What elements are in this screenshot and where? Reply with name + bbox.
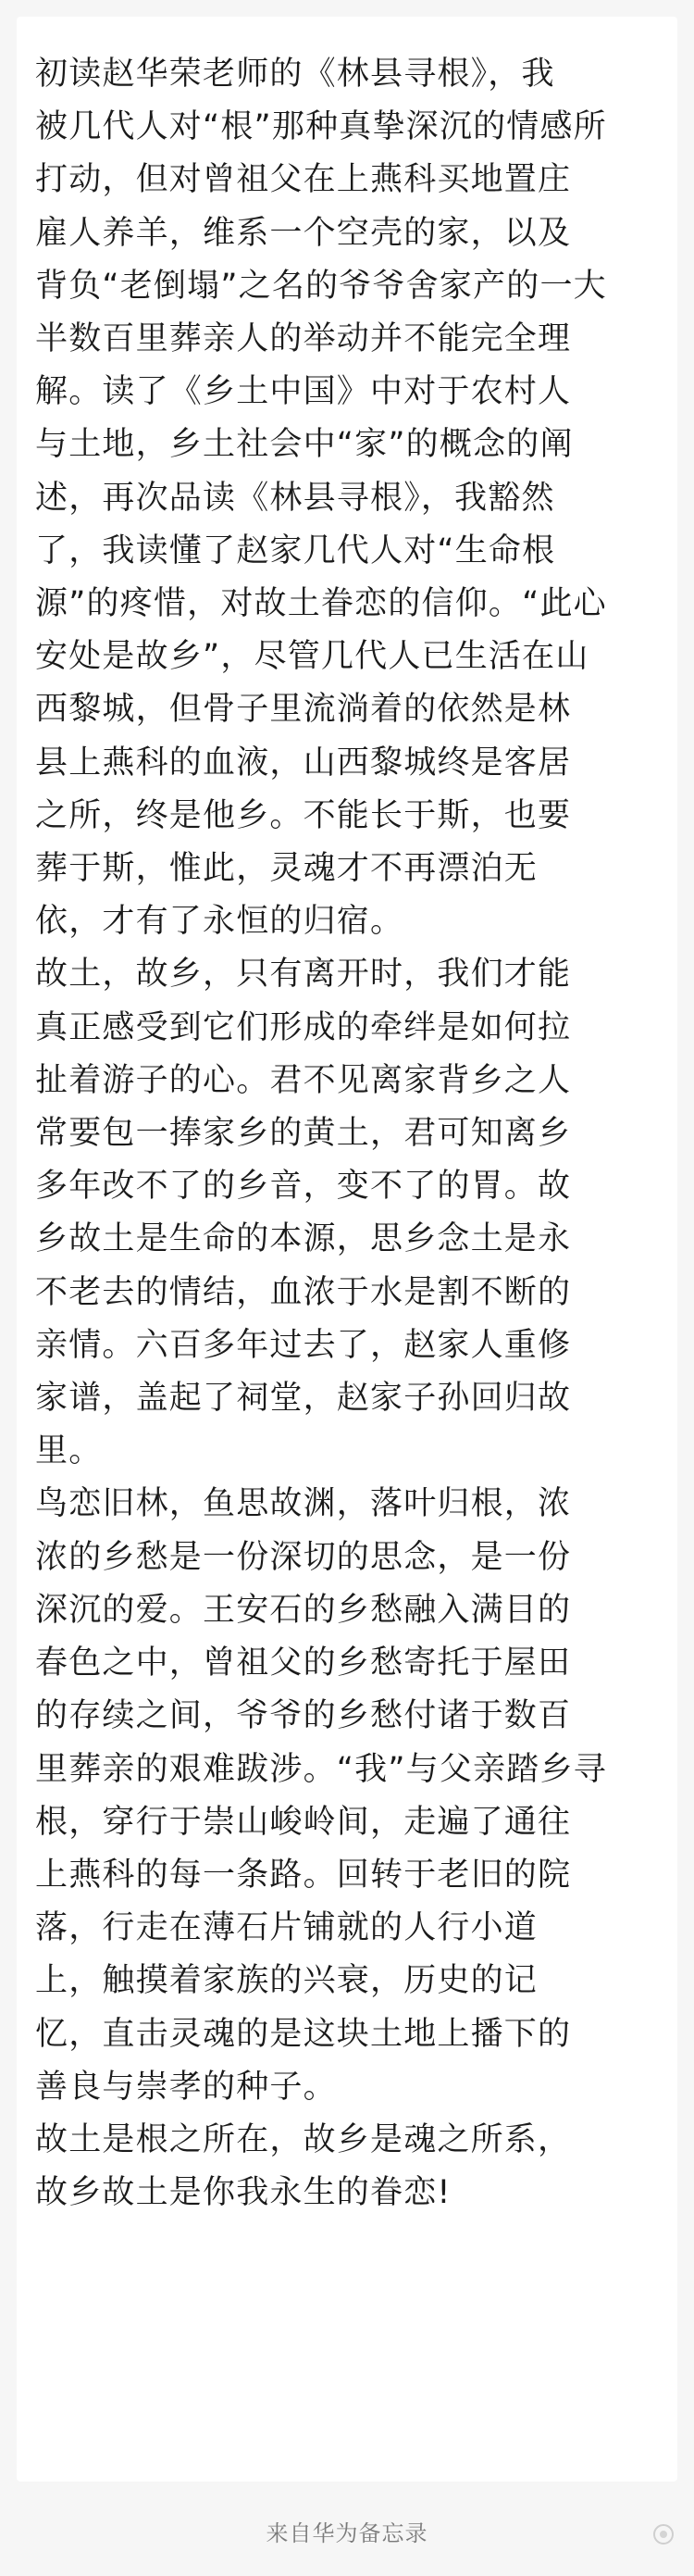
note-paragraph-2: 故土，故乡，只有离开时，我们才能 真正感受到它们形成的牵绊是如何拉 扯着游子的心。君不见离家背乡之人 常要包一捧家乡的黄土，君可知离乡 多年改不了的乡音，变不了的胃。故 乡故土是生命的本源，思乡念土是永 不老去的情结，血浓于水是割不断的 亲情。六百多年过去了，赵家人重修 家谱，盖起了祠堂，赵家子孙回归故 里。: [35, 956, 572, 1470]
watermark-logo-icon: [653, 2524, 674, 2545]
note-paragraph-1: 初读赵华荣老师的《林县寻根》，我 被几代人对“根”那种真挚深沉的情感所 打动，但对曾祖父在上燕科买地置庄 雇人养羊，维系一个空壳的家，以及 背负“老倒塌”之名的爷爷舍家产的一大 半数百里葬亲人的举动并不能完全理 解。读了《乡土中国》中对于农村人 与土地，乡土社会中“家”的概念的阐 述，再次品读《林县寻根》，我豁然 了，我读懂了赵家几代人对“生命根 源”的疼惜，对故土眷恋的信仰。“此心 安处是故乡”，尽管几代人已生活在山 西黎城，但骨子里流淌着的依然是林 县上燕科的血液，山西黎城终是客居 之所，终是他乡。不能长于斯，也要 葬于斯，惟此，灵魂才不再漂泊无 依，才有了永恒的归宿。: [35, 56, 607, 941]
watermark: [653, 2524, 674, 2545]
note-paragraph-3: 鸟恋旧林，鱼思故渊，落叶归根，浓 浓的乡愁是一份深切的思念，是一份 深沉的爱。王安石的乡愁融入满目的 春色之中，曾祖父的乡愁寄托于屋田 的存续之间，爷爷的乡愁付诸于数百 里葬亲的艰难跋涉。“我”与父亲踏乡寻 根，穿行于崇山峻岭间，走遍了通往 上燕科的每一条路。回转于老旧的院 落，行走在薄石片铺就的人行小道 上，触摸着家族的兴衰，历史的记 忆，直击灵魂的是这块土地上播下的 善良与崇孝的种子。: [35, 1485, 607, 2106]
memo-footer: [0, 2482, 694, 2576]
memo-note-text[interactable]: [35, 48, 651, 2220]
note-paragraph-4: 故土是根之所在，故乡是魂之所系， 故乡故土是你我永生的眷恋!: [35, 2120, 572, 2212]
memo-note-card[interactable]: [17, 17, 677, 2482]
source-label: 来自华为备忘录: [266, 2520, 428, 2546]
top-margin: [0, 0, 694, 17]
